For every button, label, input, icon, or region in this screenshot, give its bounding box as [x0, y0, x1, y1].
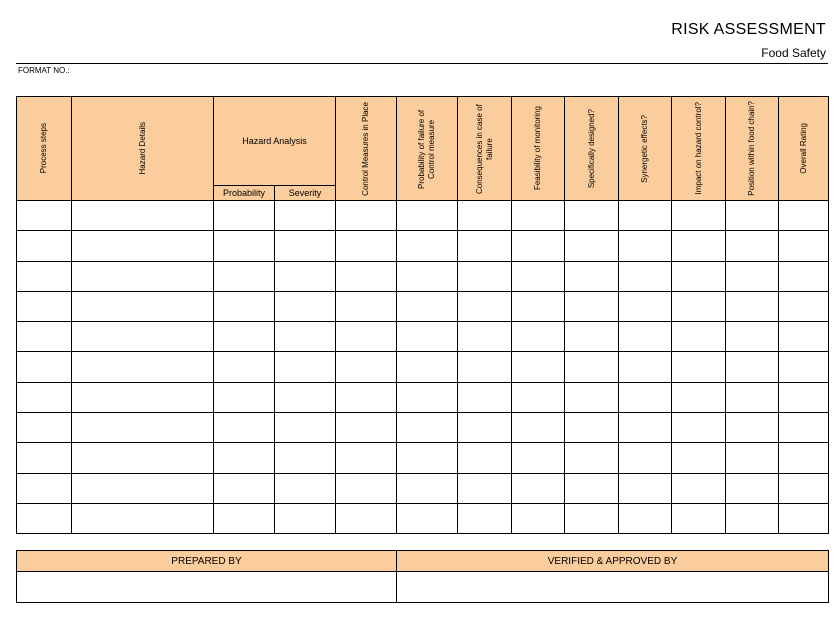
table-cell[interactable]: [512, 291, 565, 321]
header-consequences: [458, 97, 512, 201]
table-cell[interactable]: [779, 322, 829, 352]
table-cell[interactable]: [336, 443, 397, 473]
table-cell[interactable]: [672, 201, 726, 231]
table-cell[interactable]: [72, 322, 214, 352]
table-cell[interactable]: [336, 413, 397, 443]
table-row: [17, 443, 829, 473]
table-cell[interactable]: [512, 352, 565, 382]
table-row: [17, 413, 829, 443]
header-hazard-analysis: Hazard Analysis: [214, 97, 336, 186]
table-cell[interactable]: [512, 382, 565, 412]
table-cell[interactable]: [672, 413, 726, 443]
table-cell[interactable]: [275, 382, 336, 412]
table-row: [17, 503, 829, 533]
table-cell[interactable]: [672, 443, 726, 473]
document-subtitle: Food Safety: [761, 46, 826, 60]
table-cell[interactable]: [619, 413, 672, 443]
table-cell[interactable]: [397, 413, 458, 443]
document-title: RISK ASSESSMENT: [671, 21, 826, 38]
table-cell[interactable]: [336, 503, 397, 533]
table-cell[interactable]: [214, 503, 275, 533]
table-cell[interactable]: [72, 231, 214, 261]
table-cell[interactable]: [779, 473, 829, 503]
table-cell[interactable]: [458, 352, 512, 382]
table-cell[interactable]: [214, 291, 275, 321]
table-cell[interactable]: [17, 291, 72, 321]
table-cell[interactable]: [17, 382, 72, 412]
table-cell[interactable]: [672, 291, 726, 321]
header-process-steps-label: Process steps: [39, 123, 48, 174]
table-cell[interactable]: [336, 322, 397, 352]
table-cell[interactable]: [458, 413, 512, 443]
table-cell[interactable]: [565, 443, 619, 473]
table-cell[interactable]: [565, 413, 619, 443]
table-cell[interactable]: [512, 201, 565, 231]
header-process-steps: [17, 97, 72, 201]
table-cell[interactable]: [672, 322, 726, 352]
table-cell[interactable]: [17, 473, 72, 503]
table-row: [17, 352, 829, 382]
header-severity: Severity: [275, 186, 336, 201]
table-cell[interactable]: [512, 443, 565, 473]
table-cell[interactable]: [275, 352, 336, 382]
table-cell[interactable]: [565, 352, 619, 382]
table-cell[interactable]: [458, 503, 512, 533]
header-impact-hazard-control: [672, 97, 726, 201]
table-cell[interactable]: [397, 201, 458, 231]
table-cell[interactable]: [214, 261, 275, 291]
table-cell[interactable]: [565, 231, 619, 261]
table-cell[interactable]: [275, 322, 336, 352]
table-cell[interactable]: [779, 413, 829, 443]
header-synergetic-effects-label: Synergetic effects?: [640, 114, 649, 183]
table-cell[interactable]: [336, 201, 397, 231]
table-cell[interactable]: [336, 473, 397, 503]
table-cell[interactable]: [619, 473, 672, 503]
table-cell[interactable]: [512, 261, 565, 291]
header-specifically-designed: [565, 97, 619, 201]
table-cell[interactable]: [779, 291, 829, 321]
table-cell[interactable]: [214, 382, 275, 412]
header-probability: Probability: [214, 186, 275, 201]
table-row: [17, 201, 829, 231]
table-cell[interactable]: [619, 503, 672, 533]
table-cell[interactable]: [275, 443, 336, 473]
header-impact-hazard-control-label: Impact on hazard control?: [693, 102, 703, 195]
table-cell[interactable]: [214, 352, 275, 382]
table-cell[interactable]: [275, 413, 336, 443]
table-cell[interactable]: [17, 201, 72, 231]
header-overall-rating: [779, 97, 829, 201]
table-cell[interactable]: [726, 473, 779, 503]
table-cell[interactable]: [726, 413, 779, 443]
table-cell[interactable]: [726, 201, 779, 231]
table-cell[interactable]: [672, 352, 726, 382]
header-hazard-details-label: Hazard Details: [137, 122, 147, 175]
table-cell[interactable]: [397, 443, 458, 473]
table-cell[interactable]: [512, 473, 565, 503]
table-cell[interactable]: [619, 231, 672, 261]
table-cell[interactable]: [17, 261, 72, 291]
table-cell[interactable]: [214, 201, 275, 231]
table-cell[interactable]: [214, 413, 275, 443]
table-row: [17, 231, 829, 261]
table-cell[interactable]: [72, 261, 214, 291]
table-cell[interactable]: [779, 261, 829, 291]
table-cell[interactable]: [458, 322, 512, 352]
table-cell[interactable]: [458, 473, 512, 503]
table-cell[interactable]: [565, 473, 619, 503]
header-feasibility: [512, 97, 565, 201]
table-cell[interactable]: [17, 322, 72, 352]
table-cell[interactable]: [779, 382, 829, 412]
table-cell[interactable]: [275, 473, 336, 503]
table-cell[interactable]: [565, 261, 619, 291]
table-cell[interactable]: [72, 443, 214, 473]
prepared-by-field[interactable]: [17, 572, 397, 603]
table-cell[interactable]: [672, 261, 726, 291]
table-cell[interactable]: [214, 231, 275, 261]
table-cell[interactable]: [397, 261, 458, 291]
header-control-measures: [336, 97, 397, 201]
table-cell[interactable]: [397, 503, 458, 533]
table-cell[interactable]: [214, 322, 275, 352]
table-cell[interactable]: [672, 503, 726, 533]
table-cell[interactable]: [336, 382, 397, 412]
table-cell[interactable]: [214, 443, 275, 473]
table-cell[interactable]: [512, 413, 565, 443]
table-cell[interactable]: [458, 382, 512, 412]
header-consequences-label: Consequences in case of failure: [474, 103, 494, 194]
header-probability-failure: [397, 97, 458, 201]
table-cell[interactable]: [565, 201, 619, 231]
table-cell[interactable]: [726, 231, 779, 261]
table-row: [17, 473, 829, 503]
table-cell[interactable]: [619, 201, 672, 231]
table-cell[interactable]: [619, 291, 672, 321]
table-cell[interactable]: [72, 352, 214, 382]
table-cell[interactable]: [17, 352, 72, 382]
header-divider: [16, 63, 828, 64]
table-cell[interactable]: [458, 443, 512, 473]
table-cell[interactable]: [779, 201, 829, 231]
risk-assessment-table: [16, 96, 829, 534]
table-cell[interactable]: [619, 443, 672, 473]
table-cell[interactable]: [275, 201, 336, 231]
header-position-food-chain-label: Position within food chain?: [747, 101, 756, 196]
table-cell[interactable]: [397, 473, 458, 503]
table-cell[interactable]: [726, 261, 779, 291]
header-specifically-designed-label: Specifically designed?: [586, 108, 596, 189]
table-cell[interactable]: [275, 231, 336, 261]
table-cell[interactable]: [726, 443, 779, 473]
signoff-table: [16, 550, 829, 603]
table-cell[interactable]: [17, 413, 72, 443]
table-cell[interactable]: [726, 322, 779, 352]
table-cell[interactable]: [779, 443, 829, 473]
table-cell[interactable]: [397, 231, 458, 261]
table-cell[interactable]: [672, 382, 726, 412]
table-row: [17, 382, 829, 412]
header-position-food-chain: [726, 97, 779, 201]
header-overall-rating-label: Overall Rating: [798, 123, 808, 174]
table-cell[interactable]: [565, 322, 619, 352]
table-cell[interactable]: [619, 352, 672, 382]
table-cell[interactable]: [565, 382, 619, 412]
table-cell[interactable]: [17, 231, 72, 261]
table-cell[interactable]: [458, 261, 512, 291]
header-synergetic-effects: [619, 97, 672, 201]
table-cell[interactable]: [779, 503, 829, 533]
table-cell[interactable]: [619, 261, 672, 291]
table-cell[interactable]: [72, 201, 214, 231]
table-cell[interactable]: [726, 382, 779, 412]
table-cell[interactable]: [336, 291, 397, 321]
table-cell[interactable]: [17, 443, 72, 473]
table-cell[interactable]: [672, 473, 726, 503]
format-number-label: FORMAT NO.:: [18, 66, 70, 75]
table-cell[interactable]: [72, 413, 214, 443]
table-cell[interactable]: [72, 291, 214, 321]
table-cell[interactable]: [397, 291, 458, 321]
table-cell[interactable]: [17, 503, 72, 533]
header-control-measures-label: Control Measures in Place: [361, 101, 370, 196]
table-cell[interactable]: [72, 382, 214, 412]
table-cell[interactable]: [779, 352, 829, 382]
table-cell[interactable]: [672, 231, 726, 261]
table-cell[interactable]: [512, 503, 565, 533]
table-cell[interactable]: [565, 503, 619, 533]
table-cell[interactable]: [458, 231, 512, 261]
prepared-by-header: PREPARED BY: [17, 551, 397, 572]
table-cell[interactable]: [72, 473, 214, 503]
table-cell[interactable]: [619, 382, 672, 412]
table-cell[interactable]: [458, 201, 512, 231]
table-cell[interactable]: [512, 322, 565, 352]
table-cell[interactable]: [512, 231, 565, 261]
table-cell[interactable]: [619, 322, 672, 352]
table-cell[interactable]: [214, 473, 275, 503]
table-cell[interactable]: [336, 231, 397, 261]
table-cell[interactable]: [336, 261, 397, 291]
table-row: [17, 261, 829, 291]
table-cell[interactable]: [726, 352, 779, 382]
table-cell[interactable]: [275, 291, 336, 321]
table-cell[interactable]: [336, 352, 397, 382]
table-cell[interactable]: [458, 291, 512, 321]
table-cell[interactable]: [397, 352, 458, 382]
header-hazard-details: [72, 97, 214, 201]
verified-approved-header: VERIFIED & APPROVED BY: [397, 551, 829, 572]
risk-table-body: [17, 201, 829, 534]
table-cell[interactable]: [275, 503, 336, 533]
table-cell[interactable]: [72, 503, 214, 533]
verified-approved-field[interactable]: [397, 572, 829, 603]
table-row: [17, 322, 829, 352]
table-cell[interactable]: [565, 291, 619, 321]
header-probability-failure-label: Probability of failure of Control measure: [417, 108, 436, 189]
table-cell[interactable]: [779, 231, 829, 261]
header-feasibility-label: Feasibility of monitoring: [533, 106, 542, 191]
table-cell[interactable]: [397, 382, 458, 412]
table-cell[interactable]: [397, 322, 458, 352]
table-cell[interactable]: [275, 261, 336, 291]
table-row: [17, 291, 829, 321]
table-cell[interactable]: [726, 291, 779, 321]
table-cell[interactable]: [726, 503, 779, 533]
